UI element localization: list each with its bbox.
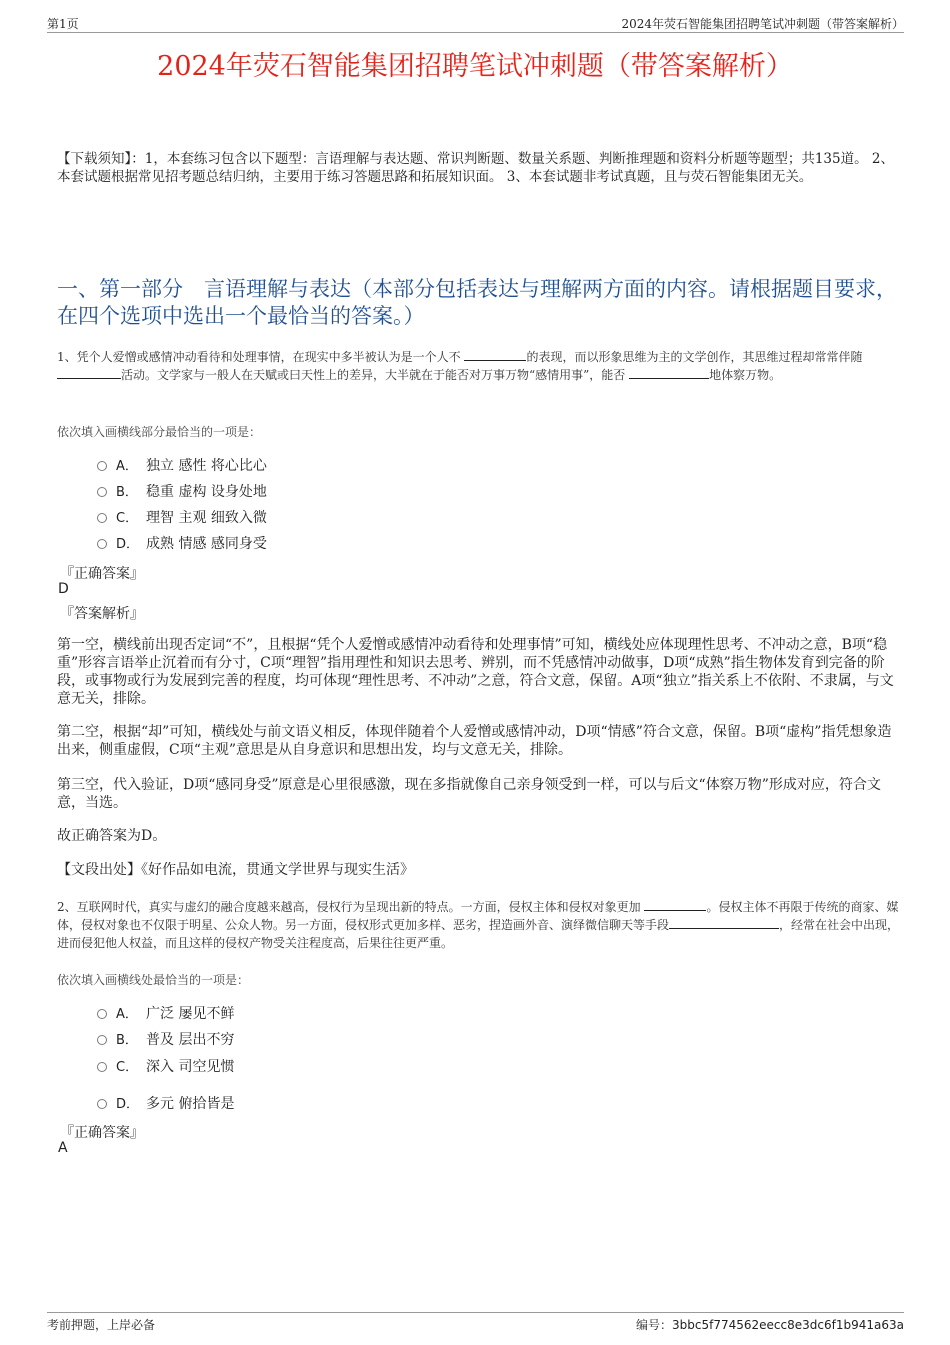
q2-blank-2 <box>669 916 779 929</box>
q1-text-3: 活动。文学家与一般人在天赋或曰天性上的差异，大半就在于能否对万事万物“感情用事”，能否 <box>121 368 626 382</box>
radio-icon[interactable] <box>97 487 107 497</box>
q2-blank-1 <box>644 898 706 911</box>
q1-option-c[interactable]: C． 理智 主观 细致入微 <box>97 508 267 528</box>
q2-text-1: 2、互联网时代，真实与虚幻的融合度越来越高，侵权行为呈现出新的特点。一方面，侵权主体和侵权对象更加 <box>57 900 641 914</box>
q1-option-b[interactable]: B． 稳重 虚构 设身处地 <box>97 482 267 502</box>
radio-icon[interactable] <box>97 513 107 523</box>
document-title: 2024年荧石智能集团招聘笔试冲刺题（带答案解析） <box>157 51 793 82</box>
q1-analysis-paragraph: 第二空，根据“却”可知，横线处与前文语义相反，体现伴随着个人爱憎或感情冲动，D项“情感”符合文意，保留。B项“虚构”指凭想象造出来，侧重虚假，C项“主观”意思是从自身意识和思想出发，均与文意无关，排除。 <box>57 724 892 758</box>
radio-icon[interactable] <box>97 1062 107 1072</box>
q1-text-2: 的表现，而以形象思维为主的文学创作，其思维过程却常常伴随 <box>526 350 863 364</box>
download-notice: 【下载须知】：1，本套练习包含以下题型：言语理解与表达题、常识判断题、数量关系题、判断推理题和资料分析题等题型；共135道。 2、本套试题根据常见招考题总结归纳，主要用于练习答题思路和拓展知识面。 3、本套试题非考试真题，且与荧石智能集团无关。 <box>57 151 894 185</box>
q1-analysis-paragraph: 第三空，代入验证，D项“感同身受”原意是心里很感激，现在多指就像自己亲身领受到一样，可以与后文“体察万物”形成对应，符合文意，当选。 <box>57 777 881 811</box>
radio-icon[interactable] <box>97 1035 107 1045</box>
q2-text-3: ，经常在社会中出现，进而侵犯他人权益，而且这样的侵权产物受关注程度高，后果往往更严重。 <box>57 918 900 950</box>
page-header <box>47 10 904 33</box>
section-heading: 一、第一部分 言语理解与表达（本部分包括表达与理解两方面的内容。请根据题目要求，在四个选项中选出一个最恰当的答案。） <box>57 277 897 328</box>
q2-text-2: 。侵权主体不再限于传统的商家、媒体，侵权对象也不仅限于明星、公众人物。另一方面，侵权形式更加多样、恶劣，捏造画外音、演绎微信聊天等手段 <box>57 900 899 932</box>
question-2-prompt: 依次填入画横线处最恰当的一项是： <box>57 973 250 987</box>
q2-option-b[interactable]: B． 普及 层出不穷 <box>97 1030 234 1050</box>
page-footer <box>47 1312 904 1332</box>
q2-answer: A <box>58 1140 68 1156</box>
radio-icon[interactable] <box>97 1009 107 1019</box>
footer-code <box>636 1316 904 1333</box>
q1-answer-label: 『正确答案』 <box>60 566 144 582</box>
header-doc-title: 2024年荧石智能集团招聘笔试冲刺题（带答案解析） <box>621 17 904 31</box>
q1-option-a[interactable]: A． 独立 感性 将心比心 <box>97 456 267 476</box>
question-1-prompt: 依次填入画横线部分最恰当的一项是： <box>57 425 262 439</box>
radio-icon[interactable] <box>97 539 107 549</box>
q2-answer-label: 『正确答案』 <box>60 1125 144 1141</box>
q1-blank-1 <box>464 348 526 361</box>
q2-option-a[interactable]: A． 广泛 屡见不鲜 <box>97 1004 234 1024</box>
q1-answer: D <box>58 581 69 597</box>
footer-slogan: 考前押题，上岸必备 <box>47 1318 156 1332</box>
q1-blank-3 <box>629 366 709 379</box>
q2-option-d[interactable]: D． 多元 俯拾皆是 <box>97 1094 234 1114</box>
question-1-stem <box>57 348 900 384</box>
q1-text-1: 1、凭个人爱憎或感情冲动看待和处理事情，在现实中多半被认为是一个人不 <box>57 350 461 364</box>
page-number: 第1页 <box>47 17 79 31</box>
q1-option-d[interactable]: D． 成熟 情感 感同身受 <box>97 534 267 554</box>
q1-source: 【文段出处】《好作品如电流，贯通文学世界与现实生活》 <box>57 862 414 878</box>
q1-text-4: 地体察万物。 <box>709 368 782 382</box>
q1-analysis-paragraph: 第一空，横线前出现否定词“不”，且根据“凭个人爱憎或感情冲动看待和处理事情”可知，横线处应体现理性思考、不冲动之意，B项“稳重”形容言语举止沉着而有分寸，C项“理智”指用理性和知识去思考、辨别，而不凭感情冲动做事，D项“成熟”指生物体发育到完备的阶段，或事物或行为发展到完善的程度，均可体现“理性思考、不冲动”之意，符合文意，保留。A项“独立”指关系上不依附、不隶属，与文意无关，排除。 <box>57 637 894 707</box>
question-2-stem <box>57 898 900 952</box>
footer-code-value: 3bbc5f774562eecc8e3dc6f1b941a63a <box>672 1318 904 1332</box>
q1-analysis-conclusion: 故正确答案为D。 <box>57 828 167 844</box>
q2-option-c[interactable]: C． 深入 司空见惯 <box>97 1057 234 1077</box>
radio-icon[interactable] <box>97 461 107 471</box>
radio-icon[interactable] <box>97 1099 107 1109</box>
footer-code-label: 编号： <box>636 1318 673 1332</box>
q1-blank-2 <box>57 366 121 379</box>
q1-analysis-label: 『答案解析』 <box>60 606 144 622</box>
